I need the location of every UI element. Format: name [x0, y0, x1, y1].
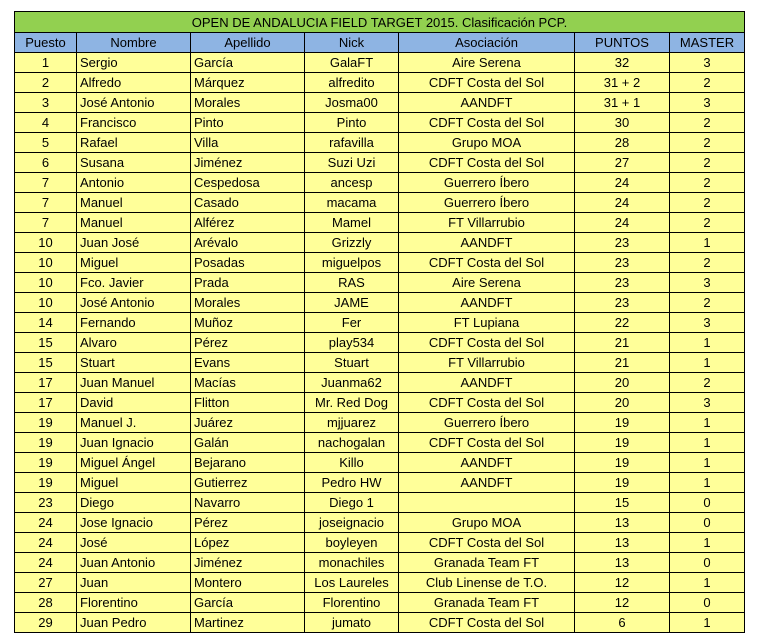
cell-asociacion [399, 493, 575, 513]
cell-nick: ancesp [305, 173, 399, 193]
cell-nick: nachogalan [305, 433, 399, 453]
cell-nombre: Juan Pedro [77, 613, 191, 633]
cell-puesto: 23 [15, 493, 77, 513]
cell-nombre: Antonio [77, 173, 191, 193]
cell-asociacion: AANDFT [399, 473, 575, 493]
cell-asociacion: Granada Team FT [399, 553, 575, 573]
cell-puesto: 14 [15, 313, 77, 333]
cell-master: 3 [670, 273, 745, 293]
cell-asociacion: Club Linense de T.O. [399, 573, 575, 593]
cell-puesto: 7 [15, 213, 77, 233]
cell-apellido: Villa [191, 133, 305, 153]
cell-puesto: 24 [15, 553, 77, 573]
cell-puntos: 23 [575, 233, 670, 253]
cell-nick: Mr. Red Dog [305, 393, 399, 413]
table-row [15, 353, 745, 373]
cell-nick: Josma00 [305, 93, 399, 113]
cell-puesto: 24 [15, 513, 77, 533]
cell-asociacion: CDFT Costa del Sol [399, 73, 575, 93]
cell-master: 1 [670, 433, 745, 453]
cell-puntos: 27 [575, 153, 670, 173]
cell-apellido: Pérez [191, 333, 305, 353]
cell-master: 3 [670, 93, 745, 113]
cell-nick: GalaFT [305, 53, 399, 73]
table-row [15, 133, 745, 153]
cell-apellido: Alférez [191, 213, 305, 233]
table-row [15, 153, 745, 173]
cell-asociacion: CDFT Costa del Sol [399, 533, 575, 553]
cell-puntos: 12 [575, 593, 670, 613]
cell-nick: Killo [305, 453, 399, 473]
spreadsheet [14, 11, 745, 633]
cell-nombre: Manuel [77, 193, 191, 213]
cell-puesto: 1 [15, 53, 77, 73]
cell-master: 0 [670, 513, 745, 533]
cell-puesto: 4 [15, 113, 77, 133]
cell-asociacion: AANDFT [399, 93, 575, 113]
cell-master: 3 [670, 53, 745, 73]
cell-apellido: Gutierrez [191, 473, 305, 493]
cell-nombre: Miguel [77, 253, 191, 273]
results-table [14, 11, 745, 633]
cell-puntos: 22 [575, 313, 670, 333]
cell-apellido: Evans [191, 353, 305, 373]
cell-master: 2 [670, 193, 745, 213]
cell-nombre: Alfredo [77, 73, 191, 93]
cell-puesto: 19 [15, 413, 77, 433]
cell-puesto: 19 [15, 473, 77, 493]
cell-puntos: 15 [575, 493, 670, 513]
cell-puesto: 19 [15, 453, 77, 473]
cell-asociacion: Granada Team FT [399, 593, 575, 613]
cell-nombre: Juan José [77, 233, 191, 253]
cell-nick: Pinto [305, 113, 399, 133]
cell-asociacion: FT Villarrubio [399, 353, 575, 373]
table-row [15, 373, 745, 393]
cell-master: 2 [670, 73, 745, 93]
cell-apellido: Navarro [191, 493, 305, 513]
cell-puntos: 24 [575, 213, 670, 233]
cell-asociacion: AANDFT [399, 293, 575, 313]
table-row [15, 193, 745, 213]
header-puesto: Puesto [15, 33, 77, 53]
cell-puesto: 15 [15, 353, 77, 373]
cell-apellido: García [191, 593, 305, 613]
cell-puesto: 3 [15, 93, 77, 113]
table-row [15, 553, 745, 573]
cell-nombre: Miguel [77, 473, 191, 493]
cell-nick: Fer [305, 313, 399, 333]
cell-apellido: Jiménez [191, 153, 305, 173]
cell-nombre: Rafael [77, 133, 191, 153]
table-row [15, 333, 745, 353]
cell-nombre: Susana [77, 153, 191, 173]
table-row [15, 493, 745, 513]
results-table-body [15, 12, 745, 633]
cell-puntos: 24 [575, 173, 670, 193]
cell-nick: mjjuarez [305, 413, 399, 433]
table-row [15, 53, 745, 73]
cell-master: 2 [670, 373, 745, 393]
cell-nick: monachiles [305, 553, 399, 573]
table-row [15, 473, 745, 493]
cell-nombre: José Antonio [77, 293, 191, 313]
table-row [15, 393, 745, 413]
header-row [15, 33, 745, 53]
cell-puesto: 17 [15, 393, 77, 413]
cell-nick: Pedro HW [305, 473, 399, 493]
cell-nick: rafavilla [305, 133, 399, 153]
cell-puesto: 6 [15, 153, 77, 173]
cell-puntos: 31 + 2 [575, 73, 670, 93]
cell-apellido: López [191, 533, 305, 553]
cell-nick: alfredito [305, 73, 399, 93]
cell-apellido: Flitton [191, 393, 305, 413]
cell-master: 0 [670, 553, 745, 573]
cell-master: 2 [670, 113, 745, 133]
cell-puesto: 24 [15, 533, 77, 553]
cell-asociacion: AANDFT [399, 373, 575, 393]
cell-puesto: 10 [15, 273, 77, 293]
cell-master: 2 [670, 213, 745, 233]
cell-master: 2 [670, 293, 745, 313]
cell-asociacion: CDFT Costa del Sol [399, 153, 575, 173]
cell-apellido: Casado [191, 193, 305, 213]
cell-master: 1 [670, 453, 745, 473]
cell-puesto: 2 [15, 73, 77, 93]
cell-nick: jumato [305, 613, 399, 633]
cell-asociacion: Grupo MOA [399, 513, 575, 533]
cell-apellido: Galán [191, 433, 305, 453]
cell-puntos: 13 [575, 553, 670, 573]
cell-asociacion: CDFT Costa del Sol [399, 253, 575, 273]
cell-nombre: Jose Ignacio [77, 513, 191, 533]
cell-asociacion: Guerrero Íbero [399, 193, 575, 213]
cell-master: 3 [670, 393, 745, 413]
cell-nick: RAS [305, 273, 399, 293]
header-master: MASTER [670, 33, 745, 53]
table-row [15, 173, 745, 193]
cell-nombre: Stuart [77, 353, 191, 373]
cell-nick: Diego 1 [305, 493, 399, 513]
cell-nombre: Juan Ignacio [77, 433, 191, 453]
cell-master: 1 [670, 613, 745, 633]
table-row [15, 253, 745, 273]
cell-puntos: 28 [575, 133, 670, 153]
cell-nombre: José [77, 533, 191, 553]
cell-nombre: Miguel Ángel [77, 453, 191, 473]
cell-asociacion: CDFT Costa del Sol [399, 113, 575, 133]
cell-puntos: 21 [575, 333, 670, 353]
table-row [15, 213, 745, 233]
cell-puesto: 7 [15, 193, 77, 213]
table-row [15, 453, 745, 473]
cell-master: 2 [670, 133, 745, 153]
header-puntos: PUNTOS [575, 33, 670, 53]
cell-master: 1 [670, 333, 745, 353]
cell-puesto: 28 [15, 593, 77, 613]
cell-nick: Juanma62 [305, 373, 399, 393]
cell-apellido: Juárez [191, 413, 305, 433]
cell-nick: Florentino [305, 593, 399, 613]
cell-apellido: Bejarano [191, 453, 305, 473]
cell-master: 1 [670, 233, 745, 253]
cell-puntos: 13 [575, 513, 670, 533]
table-row [15, 593, 745, 613]
header-apellido: Apellido [191, 33, 305, 53]
cell-nombre: Sergio [77, 53, 191, 73]
cell-master: 1 [670, 353, 745, 373]
title-row [15, 12, 745, 33]
cell-nombre: Fernando [77, 313, 191, 333]
cell-puesto: 19 [15, 433, 77, 453]
cell-puntos: 32 [575, 53, 670, 73]
cell-puntos: 31 + 1 [575, 93, 670, 113]
table-row [15, 533, 745, 553]
table-row [15, 613, 745, 633]
cell-asociacion: Guerrero Íbero [399, 413, 575, 433]
cell-puntos: 19 [575, 433, 670, 453]
table-row [15, 313, 745, 333]
cell-nombre: Alvaro [77, 333, 191, 353]
table-row [15, 513, 745, 533]
cell-nombre: Juan [77, 573, 191, 593]
cell-apellido: Arévalo [191, 233, 305, 253]
cell-puesto: 10 [15, 253, 77, 273]
cell-puesto: 7 [15, 173, 77, 193]
cell-asociacion: Grupo MOA [399, 133, 575, 153]
cell-puesto: 10 [15, 293, 77, 313]
cell-puntos: 21 [575, 353, 670, 373]
cell-nick: JAME [305, 293, 399, 313]
cell-nick: Stuart [305, 353, 399, 373]
table-title: OPEN DE ANDALUCIA FIELD TARGET 2015. Clasificación PCP. [15, 12, 745, 33]
cell-nombre: David [77, 393, 191, 413]
cell-master: 2 [670, 173, 745, 193]
cell-nombre: Florentino [77, 593, 191, 613]
cell-apellido: Morales [191, 293, 305, 313]
cell-puntos: 12 [575, 573, 670, 593]
table-row [15, 73, 745, 93]
cell-puntos: 19 [575, 413, 670, 433]
cell-apellido: Cespedosa [191, 173, 305, 193]
table-row [15, 573, 745, 593]
cell-nombre: Manuel [77, 213, 191, 233]
cell-asociacion: AANDFT [399, 453, 575, 473]
cell-nick: miguelpos [305, 253, 399, 273]
cell-apellido: Morales [191, 93, 305, 113]
cell-nick: Suzi Uzi [305, 153, 399, 173]
cell-nombre: Juan Antonio [77, 553, 191, 573]
table-row [15, 433, 745, 453]
cell-apellido: García [191, 53, 305, 73]
header-nick: Nick [305, 33, 399, 53]
header-asociacion: Asociación [399, 33, 575, 53]
cell-master: 1 [670, 573, 745, 593]
cell-puesto: 17 [15, 373, 77, 393]
cell-puesto: 10 [15, 233, 77, 253]
cell-asociacion: CDFT Costa del Sol [399, 333, 575, 353]
cell-apellido: Prada [191, 273, 305, 293]
cell-nombre: Francisco [77, 113, 191, 133]
cell-master: 3 [670, 313, 745, 333]
cell-nick: Los Laureles [305, 573, 399, 593]
cell-puntos: 30 [575, 113, 670, 133]
cell-nombre: Diego [77, 493, 191, 513]
cell-master: 1 [670, 473, 745, 493]
cell-puntos: 19 [575, 453, 670, 473]
table-row [15, 413, 745, 433]
table-row [15, 93, 745, 113]
cell-master: 1 [670, 413, 745, 433]
cell-puesto: 5 [15, 133, 77, 153]
cell-apellido: Macías [191, 373, 305, 393]
cell-puesto: 27 [15, 573, 77, 593]
cell-asociacion: Guerrero Íbero [399, 173, 575, 193]
cell-asociacion: CDFT Costa del Sol [399, 433, 575, 453]
cell-puntos: 13 [575, 533, 670, 553]
cell-apellido: Posadas [191, 253, 305, 273]
table-row [15, 233, 745, 253]
cell-puesto: 29 [15, 613, 77, 633]
cell-apellido: Montero [191, 573, 305, 593]
cell-asociacion: CDFT Costa del Sol [399, 393, 575, 413]
cell-apellido: Márquez [191, 73, 305, 93]
cell-puntos: 19 [575, 473, 670, 493]
cell-puntos: 20 [575, 373, 670, 393]
cell-apellido: Martinez [191, 613, 305, 633]
cell-master: 0 [670, 493, 745, 513]
cell-asociacion: CDFT Costa del Sol [399, 613, 575, 633]
cell-nick: macama [305, 193, 399, 213]
cell-apellido: Muñoz [191, 313, 305, 333]
cell-puntos: 23 [575, 253, 670, 273]
cell-asociacion: Aire Serena [399, 53, 575, 73]
cell-master: 2 [670, 253, 745, 273]
cell-nick: play534 [305, 333, 399, 353]
cell-nick: Grizzly [305, 233, 399, 253]
table-row [15, 293, 745, 313]
cell-nombre: Juan Manuel [77, 373, 191, 393]
cell-nombre: Fco. Javier [77, 273, 191, 293]
cell-apellido: Pinto [191, 113, 305, 133]
cell-nick: boyleyen [305, 533, 399, 553]
cell-master: 0 [670, 593, 745, 613]
cell-nick: joseignacio [305, 513, 399, 533]
cell-nombre: José Antonio [77, 93, 191, 113]
cell-puntos: 6 [575, 613, 670, 633]
cell-puntos: 23 [575, 293, 670, 313]
cell-asociacion: FT Lupiana [399, 313, 575, 333]
header-nombre: Nombre [77, 33, 191, 53]
cell-apellido: Jiménez [191, 553, 305, 573]
cell-puntos: 20 [575, 393, 670, 413]
cell-puntos: 23 [575, 273, 670, 293]
cell-master: 1 [670, 533, 745, 553]
cell-master: 2 [670, 153, 745, 173]
cell-apellido: Pérez [191, 513, 305, 533]
table-row [15, 273, 745, 293]
cell-puesto: 15 [15, 333, 77, 353]
cell-asociacion: AANDFT [399, 233, 575, 253]
cell-asociacion: Aire Serena [399, 273, 575, 293]
cell-nombre: Manuel J. [77, 413, 191, 433]
cell-puntos: 24 [575, 193, 670, 213]
cell-asociacion: FT Villarrubio [399, 213, 575, 233]
table-row [15, 113, 745, 133]
cell-nick: Mamel [305, 213, 399, 233]
